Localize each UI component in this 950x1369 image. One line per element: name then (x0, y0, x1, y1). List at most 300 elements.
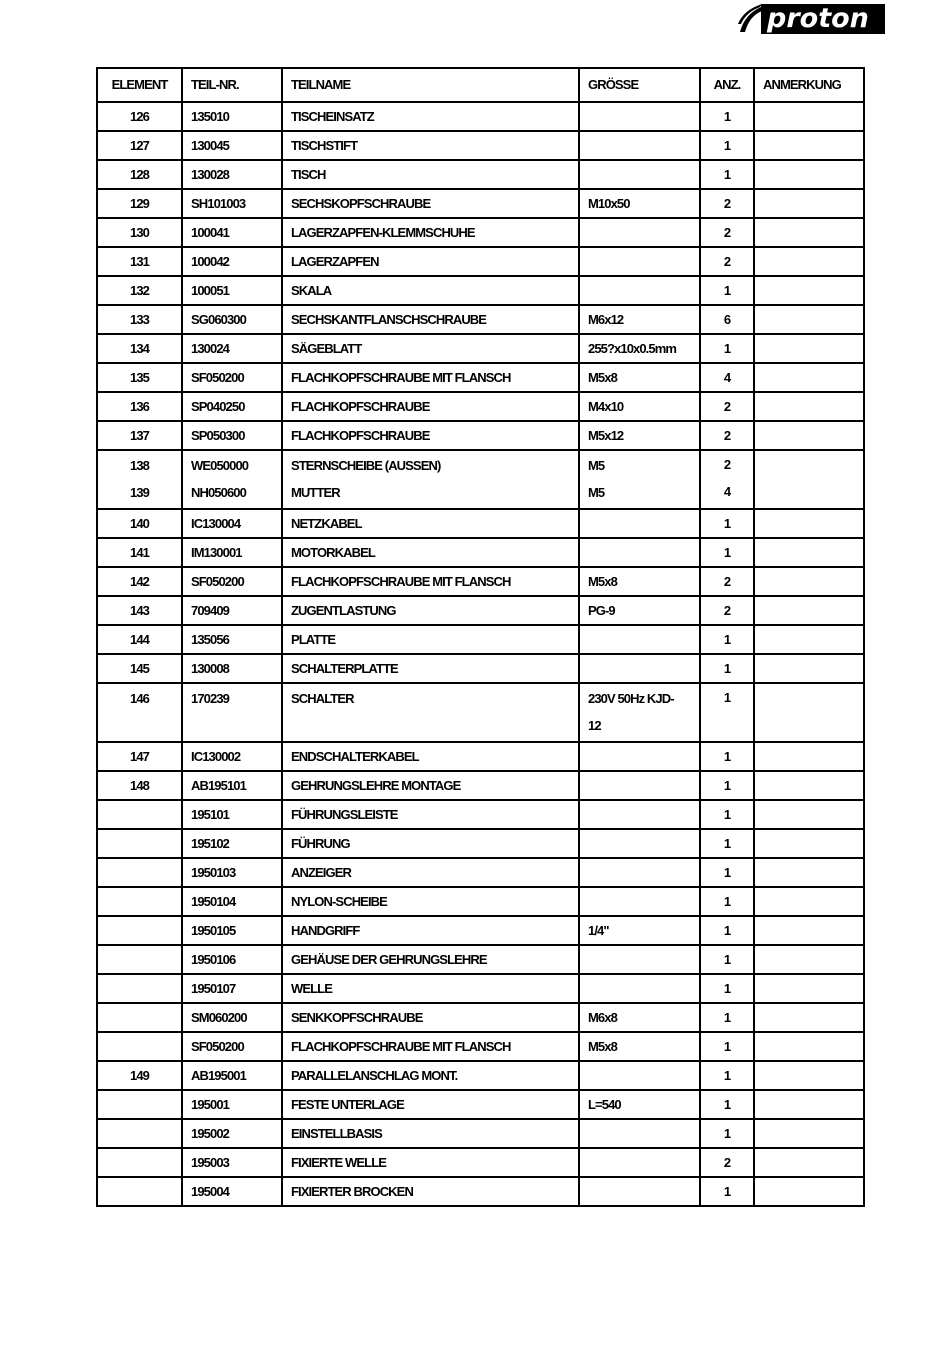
cell-part-name-line: MOTORKABEL (291, 545, 375, 560)
cell-qty-line: 1 (723, 923, 731, 938)
cell-qty (700, 800, 754, 829)
table-row (97, 247, 864, 276)
cell-part-name (282, 189, 579, 218)
cell-part-no (182, 887, 282, 916)
cell-size-line: M5x12 (588, 428, 624, 443)
cell-part-name (282, 450, 579, 509)
cell-part-no (182, 916, 282, 945)
cell-part-no-line: 195001 (191, 1097, 229, 1112)
cell-part-name-line: SÄGEBLATT (291, 341, 362, 356)
cell-size (579, 916, 700, 945)
cell-element-line: 147 (130, 749, 149, 764)
cell-part-no (182, 276, 282, 305)
cell-qty (700, 189, 754, 218)
cell-size-line (588, 626, 691, 653)
table-row (97, 305, 864, 334)
cell-size (579, 625, 700, 654)
cell-qty (700, 858, 754, 887)
table-row (97, 742, 864, 771)
cell-part-name-line: EINSTELLBASIS (291, 1126, 382, 1141)
cell-qty-line: 1 (723, 1126, 731, 1141)
cell-part-no (182, 1177, 282, 1206)
cell-element-line (106, 888, 173, 915)
cell-size (579, 392, 700, 421)
cell-size-line (588, 975, 691, 1002)
cell-element (97, 829, 182, 858)
cell-part-name-line: SCHALTERPLATTE (291, 661, 398, 676)
cell-note (754, 742, 864, 771)
cell-element (97, 1119, 182, 1148)
cell-element (97, 1061, 182, 1090)
cell-element (97, 276, 182, 305)
cell-qty-line: 1 (723, 981, 731, 996)
cell-part-name-line: TISCH (291, 167, 326, 182)
cell-part-no (182, 683, 282, 742)
cell-part-name-line: PLATTE (291, 632, 336, 647)
cell-size-line (588, 248, 691, 275)
cell-qty (700, 829, 754, 858)
cell-qty-line: 1 (723, 749, 731, 764)
cell-size (579, 1061, 700, 1090)
cell-part-no (182, 800, 282, 829)
cell-qty (700, 1090, 754, 1119)
parts-table (96, 67, 865, 1207)
header-part-no: TEIL-NR. (182, 68, 282, 102)
cell-qty-line: 1 (723, 1068, 731, 1083)
cell-size (579, 334, 700, 363)
cell-element (97, 160, 182, 189)
table-row (97, 654, 864, 683)
cell-part-no-line: SP050300 (191, 428, 245, 443)
table-row (97, 276, 864, 305)
cell-part-name (282, 1090, 579, 1119)
cell-element (97, 538, 182, 567)
cell-size (579, 1090, 700, 1119)
cell-element-line (106, 859, 173, 886)
cell-size-line (588, 539, 691, 566)
cell-size (579, 102, 700, 131)
cell-qty-line: 6 (723, 312, 731, 327)
cell-part-no (182, 450, 282, 509)
cell-part-no-line: 100041 (191, 225, 229, 240)
cell-part-name (282, 1119, 579, 1148)
cell-element (97, 247, 182, 276)
cell-qty-line: 2 (723, 1155, 731, 1170)
cell-note (754, 1032, 864, 1061)
cell-size-line (588, 277, 691, 304)
cell-element (97, 683, 182, 742)
cell-part-name (282, 654, 579, 683)
cell-part-no-line: 100042 (191, 254, 229, 269)
cell-qty-line: 1 (723, 1010, 731, 1025)
cell-element-line: 149 (130, 1068, 149, 1083)
cell-part-no (182, 625, 282, 654)
cell-note (754, 363, 864, 392)
cell-element (97, 1177, 182, 1206)
cell-qty (700, 363, 754, 392)
cell-element-line (106, 830, 173, 857)
cell-element (97, 625, 182, 654)
cell-note (754, 160, 864, 189)
cell-part-name (282, 538, 579, 567)
cell-qty (700, 538, 754, 567)
cell-note (754, 683, 864, 742)
cell-part-no-line: 135056 (191, 632, 229, 647)
cell-note (754, 945, 864, 974)
cell-part-name (282, 247, 579, 276)
cell-size-line (588, 801, 691, 828)
cell-part-name-line: FESTE UNTERLAGE (291, 1097, 404, 1112)
cell-note (754, 1090, 864, 1119)
cell-part-no (182, 858, 282, 887)
cell-element-line: 140 (130, 516, 149, 531)
cell-qty-line: 1 (723, 807, 731, 822)
cell-qty (700, 945, 754, 974)
table-row (97, 1119, 864, 1148)
cell-qty-line: 1 (723, 632, 731, 647)
cell-part-name-line: FLACHKOPFSCHRAUBE MIT FLANSCH (291, 574, 511, 589)
cell-part-no-line: SM060200 (191, 1010, 247, 1025)
cell-part-name-line: SCHALTER (291, 691, 354, 706)
cell-part-name-line: MUTTER (291, 485, 340, 500)
cell-size (579, 189, 700, 218)
cell-note (754, 654, 864, 683)
cell-note (754, 1061, 864, 1090)
cell-qty-line: 1 (723, 167, 731, 182)
cell-part-no-line: WE050000 (191, 458, 249, 473)
cell-part-no (182, 160, 282, 189)
cell-size (579, 1148, 700, 1177)
cell-part-no (182, 247, 282, 276)
cell-size (579, 421, 700, 450)
table-row (97, 509, 864, 538)
cell-part-name-line: HANDGRIFF (291, 923, 360, 938)
cell-note (754, 189, 864, 218)
cell-part-no-line: 130024 (191, 341, 229, 356)
cell-note (754, 567, 864, 596)
cell-size (579, 160, 700, 189)
cell-element (97, 596, 182, 625)
cell-qty-line: 1 (723, 661, 731, 676)
cell-part-name-line: GEHRUNGSLEHRE MONTAGE (291, 778, 461, 793)
cell-qty (700, 1003, 754, 1032)
cell-part-no (182, 131, 282, 160)
cell-size (579, 1119, 700, 1148)
table-row (97, 1090, 864, 1119)
cell-part-no (182, 218, 282, 247)
cell-part-no (182, 1090, 282, 1119)
table-row (97, 974, 864, 1003)
cell-element-line: 148 (130, 778, 149, 793)
cell-size (579, 829, 700, 858)
cell-element-line (106, 1033, 173, 1060)
cell-part-name (282, 974, 579, 1003)
cell-part-name (282, 102, 579, 131)
cell-element (97, 654, 182, 683)
cell-note (754, 421, 864, 450)
cell-part-name (282, 800, 579, 829)
cell-qty-line: 1 (723, 778, 731, 793)
table-row (97, 771, 864, 800)
cell-size-line (588, 743, 691, 770)
cell-qty (700, 916, 754, 945)
cell-qty (700, 771, 754, 800)
cell-qty-line: 2 (723, 225, 731, 240)
cell-part-name-line: TISCHSTIFT (291, 138, 358, 153)
cell-qty (700, 567, 754, 596)
cell-size (579, 800, 700, 829)
cell-size (579, 945, 700, 974)
cell-size-line: M5x8 (588, 1039, 617, 1054)
cell-part-name-line: FLACHKOPFSCHRAUBE MIT FLANSCH (291, 370, 511, 385)
cell-size (579, 247, 700, 276)
cell-part-no-line: 1950106 (191, 952, 236, 967)
cell-note (754, 974, 864, 1003)
cell-size-line (588, 1062, 691, 1089)
table-row (97, 538, 864, 567)
cell-part-no (182, 538, 282, 567)
cell-size (579, 771, 700, 800)
cell-element-line: 126 (130, 109, 149, 124)
cell-element-line: 146 (130, 691, 149, 706)
cell-part-no-line: 709409 (191, 603, 229, 618)
cell-part-no-line: AB195001 (191, 1068, 246, 1083)
cell-part-name (282, 421, 579, 450)
cell-part-name (282, 1032, 579, 1061)
cell-element-line (106, 1004, 173, 1031)
table-row (97, 916, 864, 945)
cell-element (97, 363, 182, 392)
cell-part-no-line: 1950104 (191, 894, 236, 909)
cell-element (97, 916, 182, 945)
cell-note (754, 771, 864, 800)
cell-part-name (282, 596, 579, 625)
cell-size (579, 567, 700, 596)
cell-element (97, 567, 182, 596)
cell-qty-line: 2 (723, 399, 731, 414)
cell-note (754, 1003, 864, 1032)
cell-part-name (282, 160, 579, 189)
cell-part-name-line: ENDSCHALTERKABEL (291, 749, 419, 764)
cell-note (754, 596, 864, 625)
table-row (97, 567, 864, 596)
cell-element (97, 305, 182, 334)
cell-size-line (588, 888, 691, 915)
cell-qty (700, 131, 754, 160)
cell-part-name-line: FLACHKOPFSCHRAUBE (291, 399, 430, 414)
cell-element-line: 129 (130, 196, 149, 211)
cell-qty-line: 1 (723, 1097, 731, 1112)
cell-size-line: L=540 (588, 1097, 621, 1112)
cell-qty-line: 4 (723, 370, 731, 385)
cell-element (97, 131, 182, 160)
cell-qty (700, 1119, 754, 1148)
cell-note (754, 218, 864, 247)
cell-part-name-line: WELLE (291, 981, 332, 996)
cell-element-line: 145 (130, 661, 149, 676)
cell-part-name (282, 683, 579, 742)
cell-part-no (182, 945, 282, 974)
cell-size-line: M4x10 (588, 399, 624, 414)
cell-qty (700, 1032, 754, 1061)
cell-qty-line: 1 (723, 516, 731, 531)
cell-part-name (282, 305, 579, 334)
cell-part-no (182, 189, 282, 218)
cell-part-no-line: 195003 (191, 1155, 229, 1170)
cell-qty-line: 1 (723, 836, 731, 851)
cell-part-no-line: 1950103 (191, 865, 236, 880)
cell-part-name (282, 334, 579, 363)
cell-qty-line: 1 (723, 1184, 731, 1199)
cell-element-line (106, 801, 173, 828)
cell-size (579, 131, 700, 160)
cell-qty (700, 596, 754, 625)
cell-element (97, 1090, 182, 1119)
cell-part-name-line: SKALA (291, 283, 332, 298)
cell-element-line (106, 1149, 173, 1176)
cell-part-no-line: SH101003 (191, 196, 246, 211)
table-row (97, 421, 864, 450)
cell-part-no-line: 195002 (191, 1126, 229, 1141)
cell-part-no-line: AB195101 (191, 778, 246, 793)
cell-part-name (282, 945, 579, 974)
cell-note (754, 916, 864, 945)
cell-part-name-line: SECHSKANTFLANSCHSCHRAUBE (291, 312, 487, 327)
cell-element-line: 138 (130, 458, 149, 473)
cell-part-no (182, 1148, 282, 1177)
table-row (97, 1061, 864, 1090)
cell-element-line (106, 946, 173, 973)
cell-element (97, 858, 182, 887)
cell-element-line: 134 (130, 341, 149, 356)
cell-part-name (282, 858, 579, 887)
cell-part-no (182, 654, 282, 683)
cell-note (754, 102, 864, 131)
cell-size (579, 363, 700, 392)
cell-part-name (282, 276, 579, 305)
cell-size-line (588, 1149, 691, 1176)
cell-element-line: 127 (130, 138, 149, 153)
cell-qty (700, 160, 754, 189)
cell-qty-line: 1 (723, 341, 731, 356)
table-row (97, 102, 864, 131)
cell-part-no-line: IM130001 (191, 545, 242, 560)
cell-element (97, 450, 182, 509)
cell-element-line: 131 (130, 254, 149, 269)
cell-size (579, 742, 700, 771)
cell-part-name (282, 509, 579, 538)
cell-size-line: M10x50 (588, 196, 630, 211)
cell-qty-line: 1 (723, 952, 731, 967)
table-header-row (97, 68, 864, 102)
cell-qty (700, 334, 754, 363)
cell-part-no (182, 392, 282, 421)
cell-note (754, 276, 864, 305)
cell-size-line (588, 103, 691, 130)
cell-part-name-line: FIXIERTER BROCKEN (291, 1184, 413, 1199)
cell-size (579, 509, 700, 538)
cell-part-no-line: 130028 (191, 167, 229, 182)
cell-part-no (182, 1061, 282, 1090)
cell-note (754, 538, 864, 567)
cell-size (579, 218, 700, 247)
table-row (97, 683, 864, 742)
cell-part-name (282, 742, 579, 771)
cell-part-no (182, 509, 282, 538)
cell-size (579, 858, 700, 887)
cell-part-no-line: SF050200 (191, 574, 244, 589)
cell-element-line: 143 (130, 603, 149, 618)
cell-element (97, 421, 182, 450)
cell-qty (700, 102, 754, 131)
cell-part-name-line: ANZEIGER (291, 865, 351, 880)
cell-note (754, 450, 864, 509)
cell-note (754, 1177, 864, 1206)
cell-size-line: M5x8 (588, 370, 617, 385)
header-note: ANMERKUNG (754, 68, 864, 102)
cell-element-line: 142 (130, 574, 149, 589)
cell-note (754, 247, 864, 276)
cell-qty (700, 276, 754, 305)
header-size: GRÖSSE (579, 68, 700, 102)
cell-part-name-line: FÜHRUNGSLEISTE (291, 807, 398, 822)
cell-part-no-line: 195101 (191, 807, 229, 822)
cell-qty (700, 1177, 754, 1206)
table-row (97, 131, 864, 160)
cell-qty-line: 2 (723, 603, 731, 618)
cell-part-no (182, 1119, 282, 1148)
cell-element-line: 133 (130, 312, 149, 327)
cell-part-no-line: SG060300 (191, 312, 246, 327)
cell-part-name (282, 218, 579, 247)
cell-size (579, 276, 700, 305)
cell-size (579, 1177, 700, 1206)
cell-size (579, 974, 700, 1003)
cell-qty-line: 2 (723, 428, 731, 443)
cell-size-line (588, 946, 691, 973)
cell-size-line: PG-9 (588, 603, 615, 618)
cell-element (97, 771, 182, 800)
cell-part-no-line: 1950107 (191, 981, 236, 996)
cell-part-no (182, 771, 282, 800)
cell-size-line: 1/4" (588, 923, 609, 938)
cell-element (97, 887, 182, 916)
cell-part-name (282, 625, 579, 654)
cell-part-no-line: 170239 (191, 691, 229, 706)
cell-part-no (182, 1003, 282, 1032)
cell-note (754, 392, 864, 421)
cell-element (97, 218, 182, 247)
cell-part-name-line: NETZKABEL (291, 516, 362, 531)
cell-qty (700, 654, 754, 683)
cell-qty (700, 974, 754, 1003)
table-row (97, 945, 864, 974)
cell-part-name-line: ZUGENTLASTUNG (291, 603, 396, 618)
cell-part-no-line: IC130002 (191, 749, 241, 764)
cell-part-name (282, 1177, 579, 1206)
cell-note (754, 1119, 864, 1148)
cell-part-name (282, 392, 579, 421)
table-row (97, 160, 864, 189)
cell-part-no (182, 363, 282, 392)
cell-element-line: 144 (130, 632, 149, 647)
cell-size-line: M5 (588, 485, 605, 500)
cell-size-line: M6x8 (588, 1010, 617, 1025)
table-row (97, 829, 864, 858)
cell-qty (700, 305, 754, 334)
cell-qty-line: 4 (723, 484, 731, 499)
cell-part-name (282, 916, 579, 945)
